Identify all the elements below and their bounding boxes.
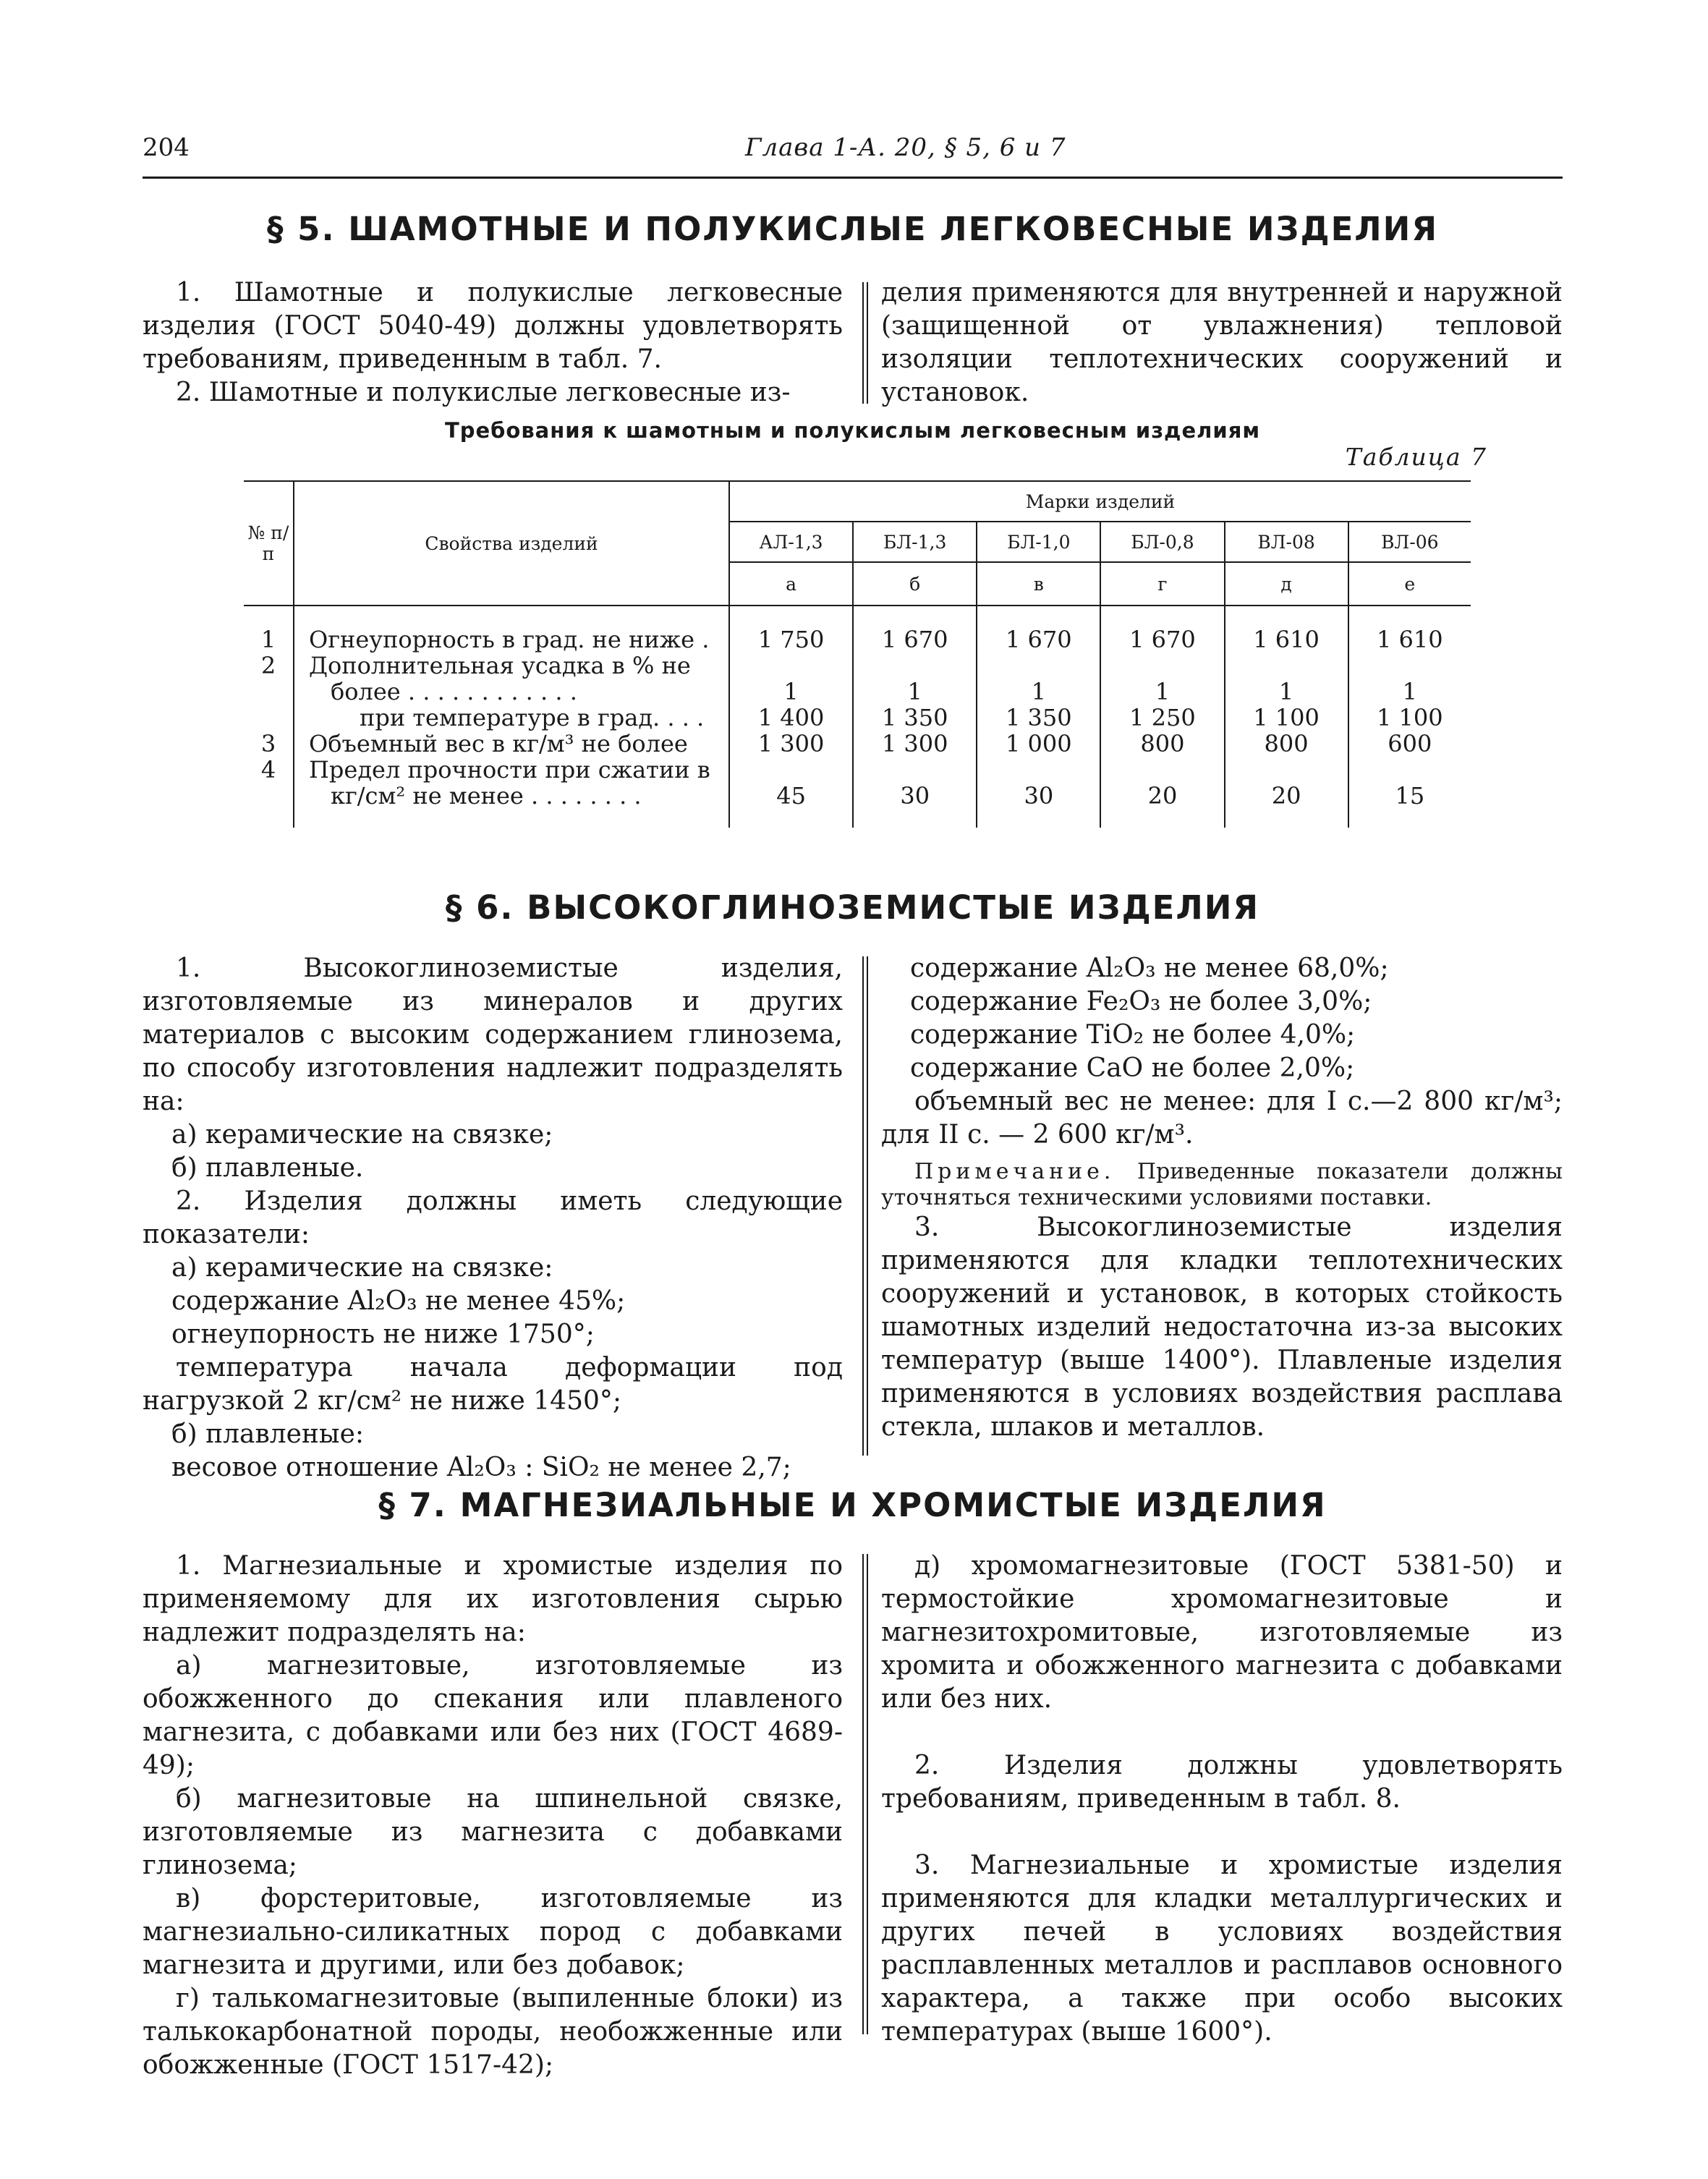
table-cell: 1 100 [1377, 704, 1443, 731]
table-cell: 1 610 [1253, 626, 1320, 653]
section-6-right-column [881, 952, 1563, 1444]
table-header-mark: АЛ-1,3 [729, 522, 853, 562]
list-item: а) керамические на связке; [171, 1120, 553, 1150]
table-header-mark: БЛ-1,0 [977, 522, 1100, 562]
table-cell: 1 [907, 678, 922, 705]
list-item: огнеупорность не ниже 1750°; [171, 1320, 595, 1349]
column-divider [862, 956, 864, 1456]
mark-column-e [1225, 606, 1348, 828]
list-item: содержание TiO₂ не более 4,0%; [910, 1020, 1356, 1050]
table-7 [244, 480, 1471, 828]
table-cell: 1 000 [1006, 730, 1072, 757]
column-divider [867, 956, 868, 1456]
table-cell: 1 610 [1377, 626, 1443, 653]
list-item: б) магнезитовые на шпинельной связке, изготовляемые из магнезита с добавками глинозема; [143, 1784, 843, 1880]
table-cell: 1 [1155, 678, 1170, 705]
list-item: весовое отношение Al₂O₃ : SiO₂ не менее 2,7; [171, 1453, 791, 1482]
row-number [244, 679, 293, 705]
row-number: 1 [260, 626, 276, 653]
paragraph: 2. Изделия должны удовлетворять требованиям, приведенным в табл. 8. [881, 1751, 1563, 1814]
table-cell: 1 670 [1006, 626, 1072, 653]
table-cell: 20 [1271, 782, 1301, 810]
section-7-left-column [143, 1550, 843, 2082]
property-label: Дополнительная усадка в % не [309, 652, 691, 679]
row-number [244, 783, 293, 809]
table-header-number: № п/п [247, 522, 289, 564]
running-title: Глава 1-А. 20, § 5, 6 и 7 [745, 133, 1066, 162]
table-cell: 600 [1388, 730, 1432, 757]
row-number: 4 [260, 756, 276, 783]
table-header-letter: д [1225, 562, 1348, 606]
mark-column-c [977, 606, 1100, 828]
table-cell: 1 100 [1253, 704, 1320, 731]
table-cell: 1 670 [881, 626, 948, 653]
table-cell: 1 [1031, 678, 1046, 705]
section-7-right-column [881, 1550, 1563, 2049]
mark-column-b [853, 606, 977, 828]
paragraph: 2. Изделия должны иметь следующие показатели: [143, 1186, 843, 1249]
table-cell [854, 757, 976, 783]
table-cell [1225, 757, 1348, 783]
column-divider [867, 282, 868, 404]
column-divider [867, 1554, 868, 2034]
note-text: Приведенные показатели должны уточняться техническими условиями поставки. [881, 1159, 1563, 1210]
paragraph: 2. Шамотные и полукислые легковесные из- [176, 378, 791, 407]
table-header-mark: БЛ-0,8 [1100, 522, 1224, 562]
table-cell [1225, 653, 1348, 679]
mark-column-a [729, 606, 853, 828]
list-item: д) хромомагнезитовые (ГОСТ 5381-50) и термостойкие хромомагнезитовые и магнезитохромитовые, изготовляемые из хромита и обожженного магнезита с добавками или без них. [881, 1551, 1563, 1714]
table-cell: 800 [1264, 730, 1309, 757]
list-item: б) плавленые: [171, 1419, 365, 1449]
row-number: 2 [260, 652, 276, 679]
row-number: 3 [260, 730, 276, 757]
section-6-title: § 6. ВЫСОКОГЛИНОЗЕМИСТЫЕ ИЗДЕЛИЯ [445, 888, 1260, 927]
table-header-letter: е [1348, 562, 1471, 606]
list-item: а) магнезитовые, изготовляемые из обожженного до спекания или плавленого магнезита, с добавками или без них (ГОСТ 4689-49); [143, 1651, 843, 1780]
row-number [244, 705, 293, 731]
table-header-letter: б [853, 562, 977, 606]
table-cell [1349, 757, 1471, 783]
table-caption: Требования к шамотным и полукислым легковесным изделиям [444, 418, 1261, 443]
mark-column-f [1348, 606, 1471, 828]
mark-column-d [1100, 606, 1224, 828]
table-cell: 1 [783, 678, 799, 705]
list-item: содержание Fe₂O₃ не более 3,0%; [910, 987, 1372, 1016]
table-cell [1101, 757, 1223, 783]
table-header-mark: БЛ-1,3 [853, 522, 977, 562]
table-cell [730, 757, 852, 783]
section-5-title: § 5. ШАМОТНЫЕ И ПОЛУКИСЛЫЕ ЛЕГКОВЕСНЫЕ ИЗДЕЛИЯ [267, 210, 1438, 248]
table-cell [1349, 653, 1471, 679]
property-labels-column [294, 606, 729, 828]
column-divider [862, 1554, 864, 2034]
paragraph: 3. Высокоглиноземистые изделия применяются для кладки теплотехнических сооружений и установок, в которых стойкость шамотных изделий недостаточна из-за высоких температур (выше 1400°). Плавленые изделия применяются в условиях воздействия расплава стекла, шлаков и металлов. [881, 1212, 1563, 1442]
table-cell: 15 [1395, 782, 1425, 810]
table-header-letter: в [977, 562, 1100, 606]
table-header-letter: а [729, 562, 853, 606]
table-cell [977, 757, 1100, 783]
section-6-left-column [143, 952, 843, 1484]
row-number-column [244, 606, 294, 828]
paragraph: 3. Магнезиальные и хромистые изделия применяются для кладки металлургических и других печей в условиях воздействия расплавленных металлов и расплавов основного характера, а также при особо высоких температурах (выше 1600°). [881, 1851, 1563, 2047]
property-label: Объемный вес в кг/м³ не более [309, 730, 688, 757]
paragraph: 1. Высокоглиноземистые изделия, изготовляемые из минералов и других материалов с высоким содержанием глинозема, по способу изготовления надлежит подразделять на: [143, 953, 843, 1116]
table-cell: 1 300 [881, 730, 948, 757]
table-cell: 20 [1147, 782, 1178, 810]
table-cell: 1 750 [757, 626, 825, 653]
section-7-title: § 7. МАГНЕЗИАЛЬНЫЕ И ХРОМИСТЫЕ ИЗДЕЛИЯ [378, 1486, 1327, 1524]
list-item: объемный вес не менее: для I с.—2 800 кг/м³; для II с. — 2 600 кг/м³. [881, 1087, 1563, 1150]
list-item: содержание CaO не более 2,0%; [910, 1053, 1355, 1083]
list-item: б) плавленые. [171, 1153, 364, 1183]
table-number: Таблица 7 [1345, 443, 1487, 471]
table-cell [977, 653, 1100, 679]
table-cell: 30 [900, 782, 930, 810]
list-item: а) керамические на связке: [171, 1253, 553, 1283]
table-header-marks-group: Марки изделий [729, 481, 1471, 522]
table-cell: 1 400 [757, 704, 825, 731]
table-cell: 1 250 [1129, 704, 1196, 731]
table-cell: 800 [1140, 730, 1185, 757]
page-number: 204 [143, 133, 190, 162]
table-cell: 45 [776, 782, 806, 810]
list-item: температура начала деформации под нагрузкой 2 кг/см² не ниже 1450°; [143, 1353, 843, 1416]
table-cell: 1 350 [881, 704, 948, 731]
column-divider [862, 282, 864, 404]
list-item: в) форстеритовые, изготовляемые из магнезиально-силикатных пород с добавками магнезита и другими, или без добавок; [143, 1884, 843, 1980]
table-header-mark: ВЛ-06 [1348, 522, 1471, 562]
property-label: при температуре в град. . . . [360, 704, 705, 731]
property-label: Огнеупорность в град. не ниже . [309, 626, 710, 653]
paragraph: 1. Магнезиальные и хромистые изделия по применяемому для их изготовления сырью надлежит подразделять на: [143, 1551, 843, 1647]
paragraph: делия применяются для внутренней и наружной (защищенной от увлажнения) тепловой изоляции теплотехнических сооружений и установок. [881, 278, 1563, 407]
note [881, 1159, 1563, 1211]
table-cell [730, 653, 852, 679]
table-header-letter: г [1100, 562, 1224, 606]
note-label: Примечание. [914, 1159, 1116, 1184]
table-cell: 1 [1402, 678, 1417, 705]
header-rule [143, 177, 1563, 179]
table-cell: 1 300 [757, 730, 825, 757]
table-header-mark: ВЛ-08 [1225, 522, 1348, 562]
table-cell: 1 670 [1129, 626, 1196, 653]
list-item: содержание Al₂O₃ не менее 68,0%; [910, 953, 1389, 983]
property-label: кг/см² не менее . . . . . . . . [331, 782, 642, 810]
table-cell: 1 [1278, 678, 1294, 705]
property-label: Предел прочности при сжатии в [309, 756, 710, 783]
table-cell [1101, 653, 1223, 679]
list-item: г) талькомагнезитовые (выпиленные блоки) из талькокарбонатной породы, необожженные или обожженные (ГОСТ 1517-42); [143, 1984, 843, 2080]
section-5-right-column [881, 276, 1563, 409]
table-cell [854, 653, 976, 679]
table-cell: 1 350 [1006, 704, 1072, 731]
section-5-left-column [143, 276, 843, 409]
table-header-properties: Свойства изделий [294, 481, 729, 606]
property-label: более . . . . . . . . . . . . [331, 678, 577, 705]
paragraph: 1. Шамотные и полукислые легковесные изделия (ГОСТ 5040-49) должны удовлетворять требованиям, приведенным в табл. 7. [143, 278, 843, 374]
table-cell: 30 [1024, 782, 1054, 810]
list-item: содержание Al₂O₃ не менее 45%; [171, 1286, 626, 1316]
